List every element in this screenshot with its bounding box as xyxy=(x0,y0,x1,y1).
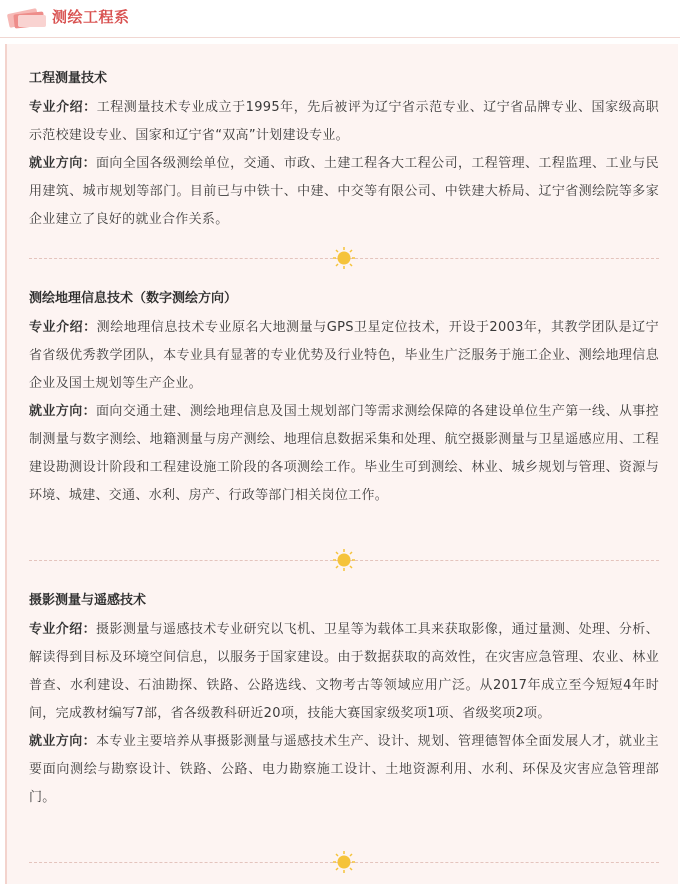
intro-label: 专业介绍： xyxy=(29,100,97,115)
major-career xyxy=(29,728,659,812)
intro-label: 专业介绍： xyxy=(29,622,97,637)
section-divider xyxy=(29,850,659,874)
major-intro xyxy=(29,616,659,728)
career-label: 就业方向： xyxy=(29,404,97,419)
major-title: 工程测量技术 xyxy=(29,71,108,86)
major-career xyxy=(29,150,659,234)
career-text: 面向全国各级测绘单位，交通、市政、土建工程各大工程公司，工程管理、工程监理、工业与民用建筑、城市规划等部门。目前已与中铁十、中建、中交等有限公司、中铁建大桥局、辽宁省测绘院等多家企业建立了良好的就业合作关系。 xyxy=(29,156,659,227)
page-title: 测绘工程系 xyxy=(52,8,130,26)
intro-text: 工程测量技术专业成立于1995年，先后被评为辽宁省示范专业、辽宁省品牌专业、国家级高职示范校建设专业、国家和辽宁省“双高”计划建设专业。 xyxy=(29,100,659,143)
major-section xyxy=(29,288,659,510)
intro-label: 专业介绍： xyxy=(29,320,97,335)
sun-icon xyxy=(332,246,356,270)
content-card xyxy=(5,44,678,884)
career-label: 就业方向： xyxy=(29,734,97,749)
major-section xyxy=(29,68,659,234)
major-intro xyxy=(29,94,659,150)
major-section xyxy=(29,590,659,812)
intro-text: 摄影测量与遥感技术专业研究以飞机、卫星等为载体工具来获取影像，通过量测、处理、分析、解读得到目标及环境空间信息，以服务于国家建设。由于数据获取的高效性，在灾害应急管理、农业、林业普查、水利建设、石油勘探、铁路、公路选线、文物考古等领域应用广泛。从2017年成立至今短短4年时间，完成教材编写7部，省各级教科研近20项，技能大赛国家级奖项1项、省级奖项2项。 xyxy=(29,622,659,721)
ribbon-decoration-icon xyxy=(6,3,50,33)
major-title: 摄影测量与遥感技术 xyxy=(29,593,147,608)
sun-icon xyxy=(332,548,356,572)
major-career xyxy=(29,398,659,510)
section-header xyxy=(0,0,680,38)
section-divider xyxy=(29,548,659,572)
career-text: 本专业主要培养从事摄影测量与遥感技术生产、设计、规划、管理德智体全面发展人才，就业主要面向测绘与勘察设计、铁路、公路、电力勘察施工设计、土地资源利用、水利、环保及灾害应急管理部门。 xyxy=(29,734,659,805)
sun-icon xyxy=(332,850,356,874)
career-text: 面向交通土建、测绘地理信息及国土规划部门等需求测绘保障的各建设单位生产第一线、从事控制测量与数字测绘、地籍测量与房产测绘、地理信息数据采集和处理、航空摄影测量与卫星遥感应用、工程建设勘测设计阶段和工程建设施工阶段的各项测绘工作。毕业生可到测绘、林业、城乡规划与管理、资源与环境、城建、交通、水利、房产、行政等部门相关岗位工作。 xyxy=(29,404,659,503)
intro-text: 测绘地理信息技术专业原名大地测量与GPS卫星定位技术，开设于2003年，其教学团队是辽宁省省级优秀教学团队，本专业具有显著的专业优势及行业特色，毕业生广泛服务于施工企业、测绘地理信息企业及国土规划等生产企业。 xyxy=(29,320,659,391)
major-title: 测绘地理信息技术（数字测绘方向） xyxy=(29,291,238,306)
section-divider xyxy=(29,246,659,270)
major-intro xyxy=(29,314,659,398)
career-label: 就业方向： xyxy=(29,156,97,171)
